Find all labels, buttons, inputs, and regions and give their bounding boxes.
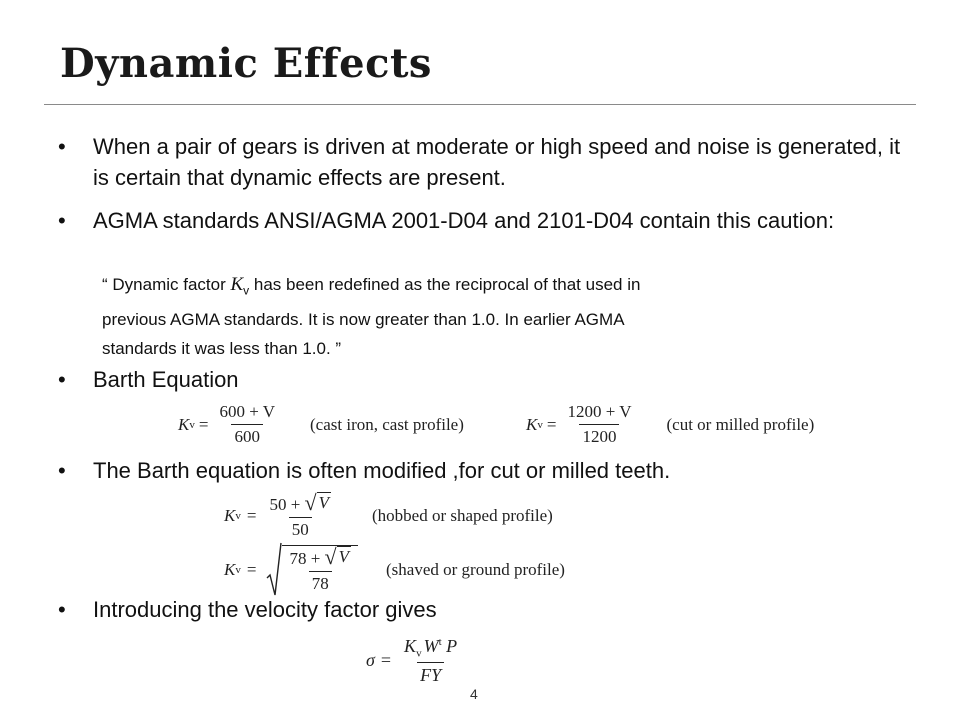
bullet-text: Barth Equation: [93, 367, 239, 392]
bullet-marker: •: [58, 597, 66, 622]
agma-caution-quote: [102, 270, 802, 363]
page-number: 4: [470, 686, 478, 702]
equation-cast-iron: K v = $\frac{600 + V}{600}$ (cast iron, cast profile): [178, 402, 464, 446]
bullet-item: [58, 131, 903, 193]
equation-hobbed: K v = 50 + √ V 50 (hobbed or shaped profile): [224, 490, 553, 539]
bullet-marker: •: [58, 458, 66, 483]
bullet-text: Introducing the velocity factor gives: [93, 597, 437, 622]
equation-milled: K v = $\frac{1200 + V}{1200}$ (cut or milled profile): [526, 402, 815, 446]
quote-line-1: “ Dynamic factor $K_v$ has been redefined as the reciprocal of that used in: [102, 274, 641, 298]
bullet-item: [58, 594, 903, 625]
bullet-item: [58, 364, 903, 395]
bullet-marker: •: [58, 134, 66, 159]
radical-sign: [266, 542, 282, 598]
title-divider: [44, 104, 916, 105]
quote-line-2: previous AGMA standards. It is now greater than 1.0. In earlier AGMA: [102, 310, 625, 330]
bullet-text: When a pair of gears is driven at moderate or high speed and noise is generated, it is certain that dynamic effects are present.: [93, 134, 901, 190]
bullet-marker: •: [58, 208, 66, 233]
quote-line-3: standards it was less than 1.0. ”: [102, 339, 342, 359]
slide-title: Dynamic Effects: [60, 40, 432, 87]
bullet-item: [58, 455, 903, 486]
bullet-text: The Barth equation is often modified ,for cut or milled teeth.: [93, 458, 671, 483]
bullet-marker: •: [58, 367, 66, 392]
equation-bending-stress: σ = $\frac{K_v W^t P}{FY}$: [366, 636, 458, 685]
equation-shaved: K v = 78 + √ V 78 (shaved or ground profile): [224, 542, 565, 598]
bullet-item: [58, 205, 903, 236]
bullet-text: AGMA standards ANSI/AGMA 2001-D04 and 2101-D04 contain this caution:: [93, 208, 835, 233]
